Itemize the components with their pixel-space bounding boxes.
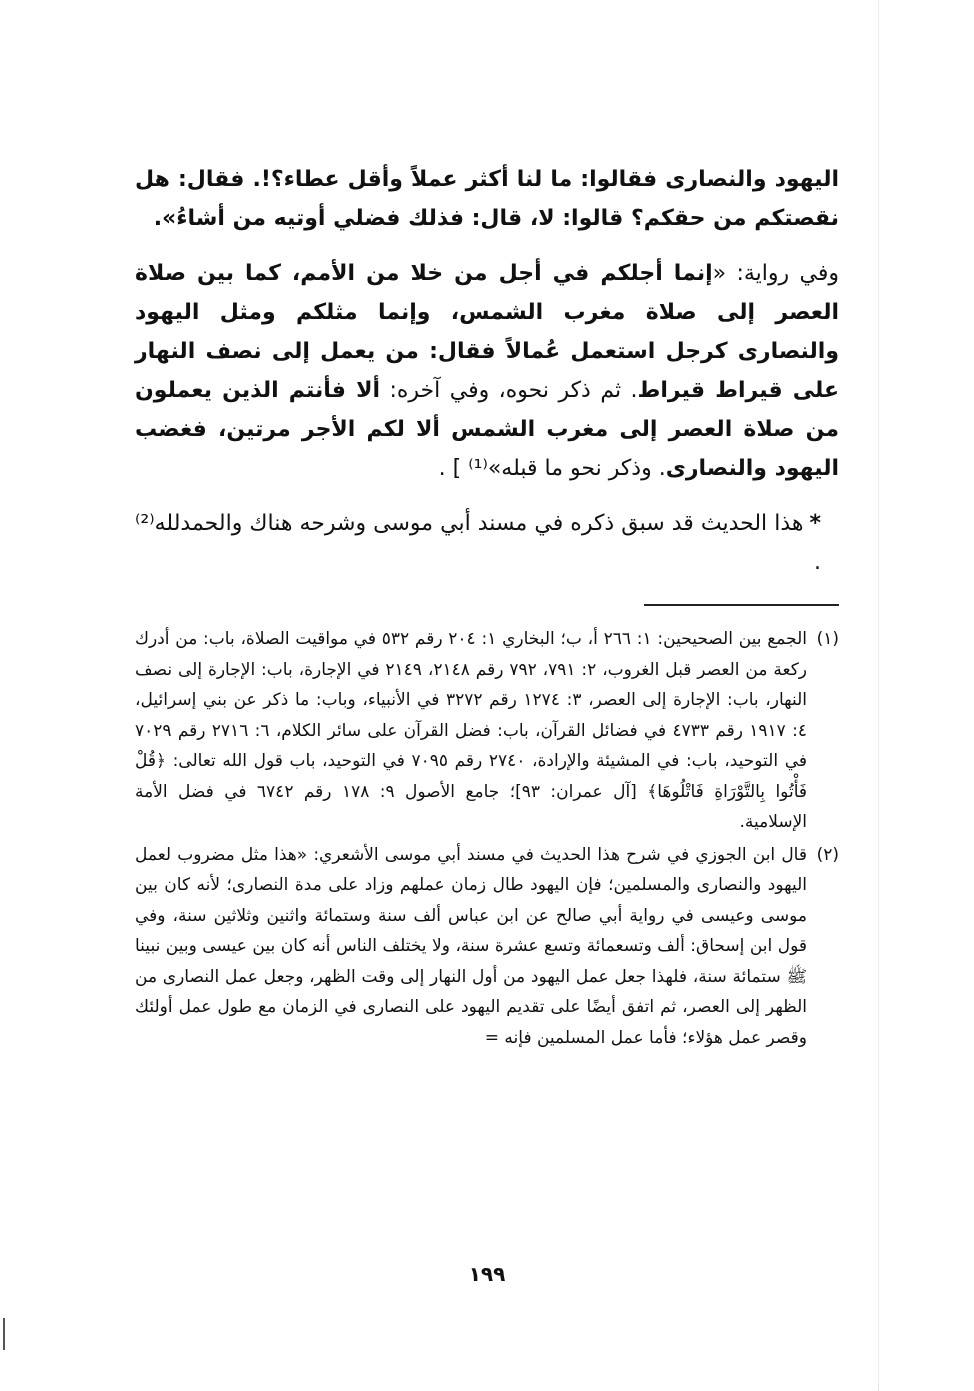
hadith-text-part-2: ألا فأنتم الذين يعملون من صلاة العصر إلى مغرب الشمس ألا لكم الأجر مرتين، فغضب اليهود والنصارى — [135, 378, 839, 481]
footnote-number: (١) — [816, 629, 839, 649]
footnote-divider — [644, 604, 839, 606]
page-number: ١٩٩ — [468, 1262, 506, 1286]
hadith-text-part-1: إنما أجلكم في أجل من خلا من الأمم، كما بين صلاة العصر إلى صلاة مغرب الشمس، وإنما مثلكم ومثل اليهود والنصارى كرجل استعمل عُمالاً فقال: من يعمل إلى نصف النهار على قيراط قيراط — [135, 261, 839, 403]
footnote-text: الجمع بين الصحيحين: ١: ٢٦٦ أ، ب؛ البخاري ١: ٢٠٤ رقم ٥٣٢ في مواقيت الصلاة، باب: من أدرك ركعة من العصر قبل الغروب، ٢: ٧٩١، ٧٩٢ رقم ٢١٤٨، ٢١٤٩ في الإجارة، باب: الإجارة إلى نصف النهار، باب: الإجارة إلى العصر، ٣: ١٢٧٤ رقم ٣٢٧٢ في الأنبياء، وباب: ما ذكر عن بني إسرائيل، ٤: ١٩١٧ رقم ٤٧٣٣ في فضائل القرآن، باب: فضل القرآن على سائر الكلام، ٦: ٢٧١٦ رقم ٧٠٢٩ في التوحيد، باب: في المشيئة والإرادة، ٢٧٤٠ رقم ٧٠٩٥ في التوحيد، باب قول الله تعالى: ﴿قُلْ فَأْتُوا بِالتَّوْرَاةِ فَاتْلُوهَا﴾ [آل عمران: ٩٣]؛ جامع الأصول ٩: ١٧٨ رقم ٦٧٤٢ في فضل الأمة الإسلامية. — [135, 629, 807, 832]
footnotes — [135, 624, 839, 1053]
editor-note-text: هذا الحديث قد سبق ذكره في مسند أبي موسى وشرحه هناك والحمدلله⁽²⁾ . — [135, 511, 821, 575]
narration-intro: وفي رواية: « — [712, 261, 839, 286]
editor-note — [135, 504, 839, 582]
narration-end: . وذكر نحو ما قبله»⁽¹⁾ ] . — [438, 456, 666, 481]
main-text-block — [135, 160, 839, 582]
narration-middle: . ثم ذكر نحوه، وفي آخره: — [380, 378, 638, 403]
footnote-2 — [135, 840, 839, 1054]
hadith-text-continuation: اليهود والنصارى فقالوا: ما لنا أكثر عملاً وأقل عطاء؟!. فقال: هل نقصتكم من حقكم؟ قالوا: لا، قال: فذلك فضلي أوتيه من أشاءُ». — [135, 167, 839, 231]
scan-edge-line — [878, 0, 879, 1391]
footnote-number: (٢) — [816, 844, 839, 865]
document-page — [135, 160, 839, 1055]
scan-artifact-mark — [3, 1318, 5, 1350]
footnote-1 — [135, 624, 839, 838]
star-icon: * — [809, 511, 821, 536]
paragraph-2 — [135, 254, 839, 488]
paragraph-1 — [135, 160, 839, 238]
footnote-text: قال ابن الجوزي في شرح هذا الحديث في مسند أبي موسى الأشعري: «هذا مثل مضروب لعمل اليهود والنصارى والمسلمين؛ فإن اليهود طال زمان عملهم وزاد على مدة النصارى؛ لأنه كان بين موسى وعيسى في رواية أبي صالح عن ابن عباس ألف سنة وستمائة واثنين وثلاثين سنة، وفي قول ابن إسحاق: ألف وتسعمائة وتسع عشرة سنة، ولا يختلف الناس أنه كان بين عيسى وبين نبينا ﷺ ستمائة سنة، فلهذا جعل عمل اليهود من أول النهار إلى وقت الظهر، وجعل عمل النصارى من الظهر إلى العصر، ثم اتفق أيضًا على تقديم اليهود على النصارى في الزمان مع طول عمل أولئك وقصر عمل هؤلاء؛ فأما عمل المسلمين فإنه = — [135, 844, 807, 1048]
